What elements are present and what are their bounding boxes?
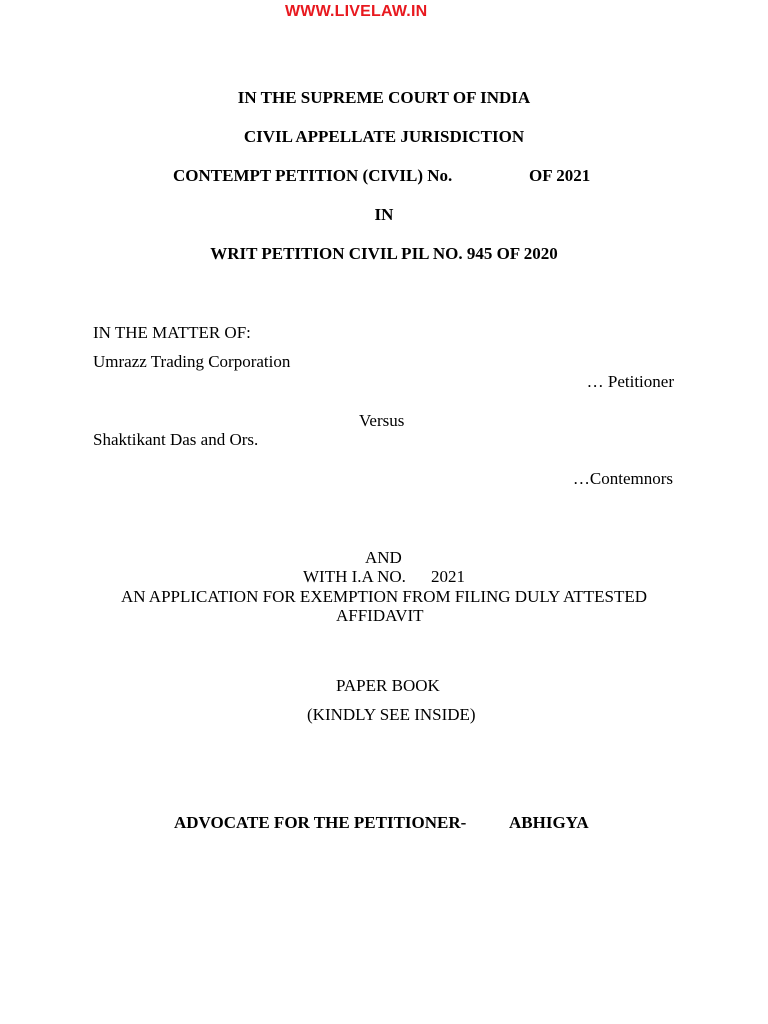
paper-book-title: PAPER BOOK: [336, 676, 440, 695]
respondent-name: Shaktikant Das and Ors.: [93, 430, 259, 449]
and-label: AND: [365, 548, 402, 567]
ia-year: 2021: [431, 567, 465, 586]
ia-label: WITH I.A NO.: [303, 567, 406, 586]
in-label: IN: [374, 205, 394, 224]
court-title: IN THE SUPREME COURT OF INDIA: [237, 88, 531, 107]
petitioner-role: … Petitioner: [586, 372, 674, 391]
application-line-2: AFFIDAVIT: [336, 606, 424, 625]
application-line-1: AN APPLICATION FOR EXEMPTION FROM FILING DULY ATTESTED: [120, 587, 648, 606]
watermark-livelaw: WWW.LIVELAW.IN: [285, 3, 428, 20]
writ-petition-title: WRIT PETITION CIVIL PIL NO. 945 OF 2020: [210, 244, 558, 263]
jurisdiction-title: CIVIL APPELLATE JURISDICTION: [243, 127, 525, 146]
paper-book-note: (KINDLY SEE INSIDE): [307, 705, 476, 724]
petition-year: OF 2021: [529, 166, 591, 185]
advocate-label: ADVOCATE FOR THE PETITIONER-: [174, 813, 467, 832]
advocate-name: ABHIGYA: [509, 813, 589, 832]
respondent-role: …Contemnors: [572, 469, 673, 488]
matter-of-label: IN THE MATTER OF:: [93, 323, 251, 342]
petitioner-name: Umrazz Trading Corporation: [93, 352, 291, 371]
petition-label: CONTEMPT PETITION (CIVIL) No.: [173, 166, 453, 185]
versus-label: Versus: [359, 411, 405, 430]
